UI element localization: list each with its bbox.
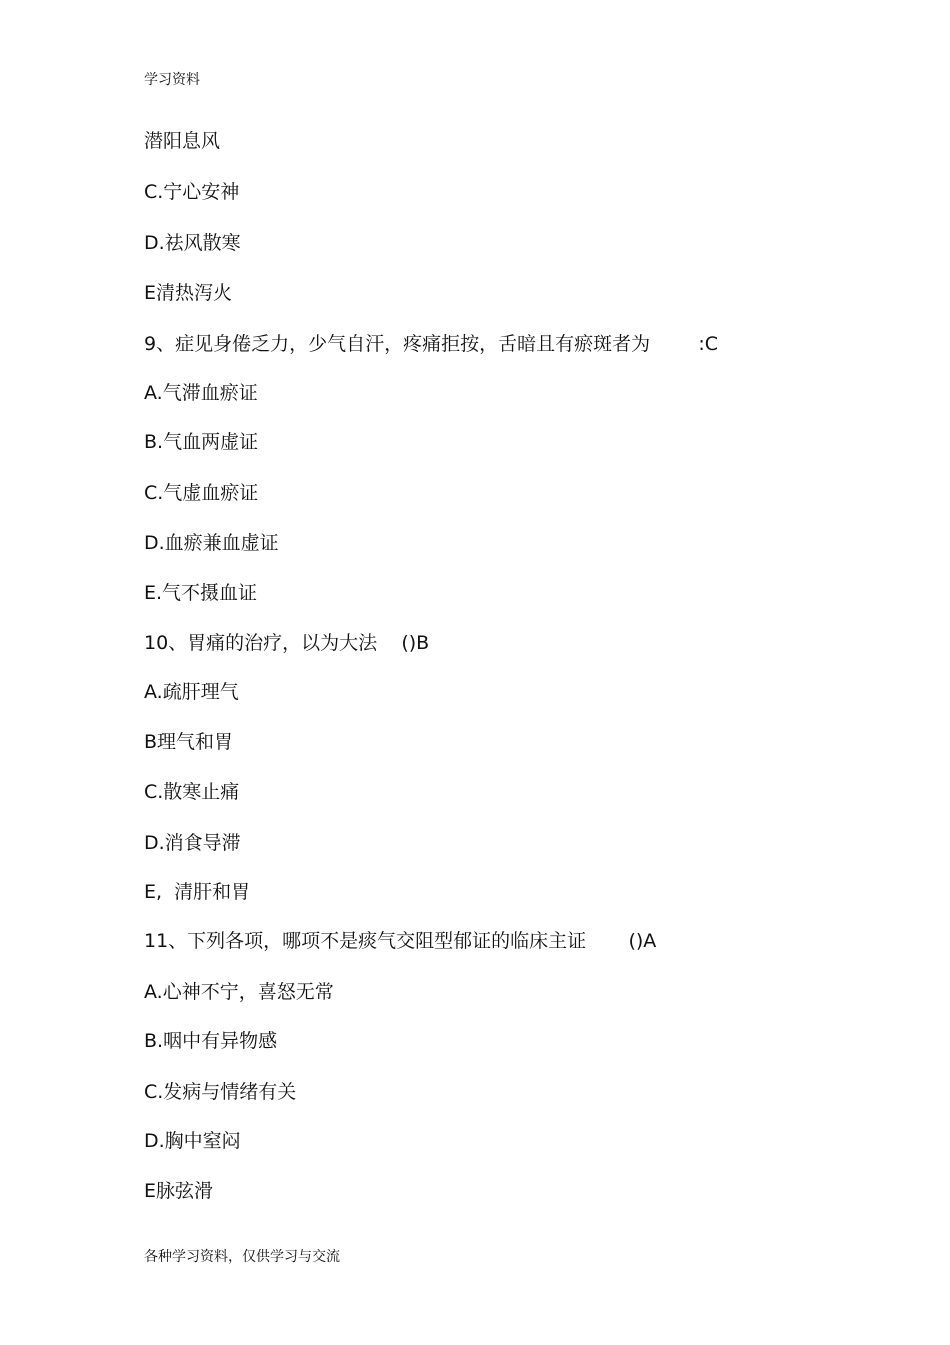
option-e: E脉弦滑: [144, 1180, 214, 1202]
option-d: D.祛风散寒: [144, 232, 241, 254]
option-c: C.散寒止痛: [144, 781, 240, 803]
page-footer: 各种学习资料，仅供学习与交流: [144, 1249, 340, 1265]
question-10: 10、胃痛的治疗，以为大法 ()B: [144, 632, 430, 654]
option-a: A.疏肝理气: [144, 681, 239, 703]
option-c: C.气虚血瘀证: [144, 482, 259, 504]
option-e: E.气不摄血证: [144, 582, 258, 604]
option-e: E, 清肝和胃: [144, 881, 251, 903]
page-header: 学习资料: [144, 72, 200, 88]
option-d: D.消食导滞: [144, 832, 241, 854]
option-b: B.咽中有异物感: [144, 1030, 278, 1052]
question-11: 11、下列各项，哪项不是痰气交阻型郁证的临床主证 ()A: [144, 930, 657, 952]
option-c: C.宁心安神: [144, 181, 240, 203]
option-e: E清热泻火: [144, 282, 233, 304]
option-a: A.气滞血瘀证: [144, 382, 258, 404]
question-9: 9、症见身倦乏力，少气自汗，疼痛拒按，舌暗且有瘀斑者为 :C: [144, 333, 719, 355]
option-d: D.胸中窒闷: [144, 1130, 241, 1152]
option-d: D.血瘀兼血虚证: [144, 532, 279, 554]
option-c: C.发病与情绪有关: [144, 1081, 297, 1103]
option-b: B.气血两虚证: [144, 431, 259, 453]
option-a: A.心神不宁，喜怒无常: [144, 981, 334, 1003]
text-line: 潜阳息风: [144, 130, 221, 152]
option-b: B理气和胃: [144, 731, 234, 753]
